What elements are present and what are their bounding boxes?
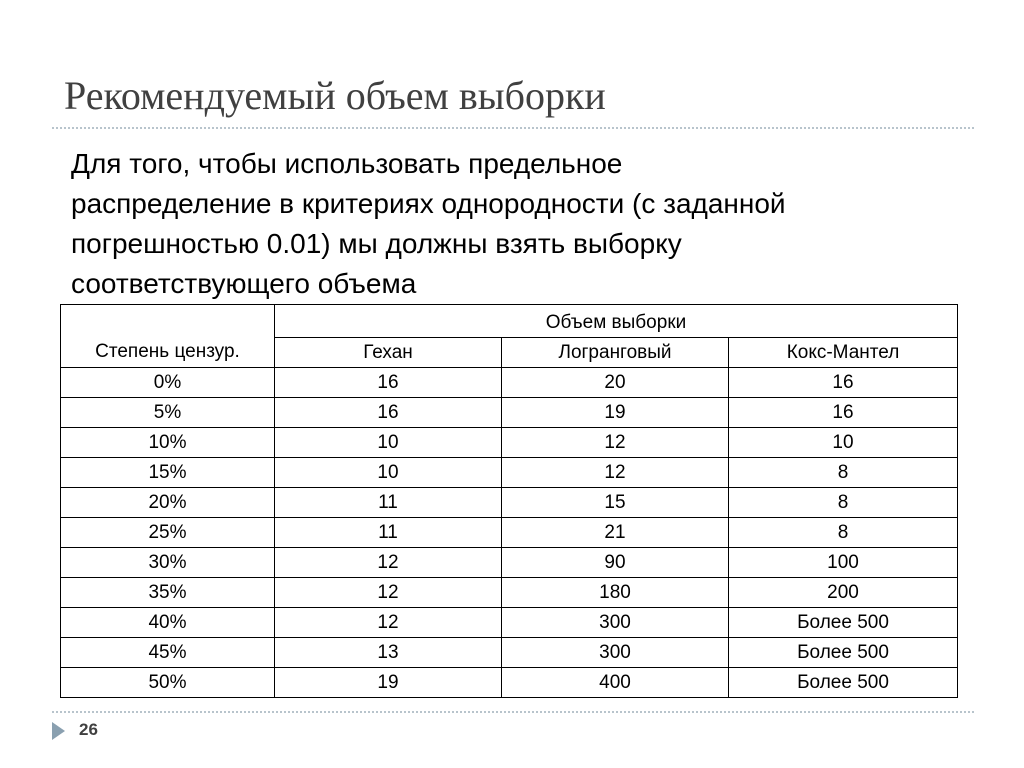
cox-mantel-cell: 100 [729, 548, 958, 578]
gehan-cell: 11 [275, 518, 502, 548]
table-row [61, 488, 958, 518]
cox-mantel-cell: 8 [729, 518, 958, 548]
censoring-degree-cell: 5% [61, 398, 275, 428]
page-number: 26 [79, 720, 98, 739]
gehan-cell: 10 [275, 458, 502, 488]
censoring-degree-cell: 45% [61, 638, 275, 668]
censoring-degree-cell: 35% [61, 578, 275, 608]
logrank-cell: 21 [502, 518, 729, 548]
cox-mantel-cell: 10 [729, 428, 958, 458]
table-header-row [61, 305, 958, 338]
body-text [71, 144, 971, 304]
logrank-cell: 300 [502, 608, 729, 638]
table-row [61, 428, 958, 458]
gehan-cell: 16 [275, 398, 502, 428]
censoring-degree-cell: 30% [61, 548, 275, 578]
body-line: погрешностью 0.01) мы должны взять выборку [71, 228, 682, 259]
footer-divider [52, 711, 974, 713]
logrank-cell: 400 [502, 668, 729, 698]
censoring-degree-cell: 20% [61, 488, 275, 518]
cox-mantel-cell: 8 [729, 458, 958, 488]
logrank-cell: 12 [502, 458, 729, 488]
column-header-logrank: Логранговый [502, 338, 729, 368]
gehan-cell: 11 [275, 488, 502, 518]
logrank-cell: 19 [502, 398, 729, 428]
cox-mantel-cell: 200 [729, 578, 958, 608]
censoring-degree-cell: 0% [61, 368, 275, 398]
slide-title: Рекомендуемый объем выборки [64, 73, 606, 118]
logrank-cell: 300 [502, 638, 729, 668]
censoring-degree-cell: 40% [61, 608, 275, 638]
table-row [61, 638, 958, 668]
gehan-cell: 10 [275, 428, 502, 458]
table-row [61, 368, 958, 398]
table-row [61, 608, 958, 638]
logrank-cell: 20 [502, 368, 729, 398]
title-divider [52, 127, 974, 129]
table-row [61, 458, 958, 488]
body-line: соответствующего объема [71, 268, 417, 299]
cox-mantel-cell: 8 [729, 488, 958, 518]
censoring-degree-cell: 15% [61, 458, 275, 488]
column-header-gehan: Гехан [275, 338, 502, 368]
logrank-cell: 12 [502, 428, 729, 458]
cox-mantel-cell: Более 500 [729, 638, 958, 668]
logrank-cell: 15 [502, 488, 729, 518]
gehan-cell: 16 [275, 368, 502, 398]
table-row [61, 398, 958, 428]
cox-mantel-cell: Более 500 [729, 668, 958, 698]
gehan-cell: 12 [275, 578, 502, 608]
censoring-degree-cell: 50% [61, 668, 275, 698]
sample-size-table [60, 304, 958, 698]
cox-mantel-cell: 16 [729, 398, 958, 428]
logrank-cell: 180 [502, 578, 729, 608]
logrank-cell: 90 [502, 548, 729, 578]
censoring-degree-cell: 10% [61, 428, 275, 458]
table-row [61, 548, 958, 578]
gehan-cell: 19 [275, 668, 502, 698]
body-line: Для того, чтобы использовать предельное [71, 148, 623, 179]
gehan-cell: 13 [275, 638, 502, 668]
gehan-cell: 12 [275, 548, 502, 578]
cox-mantel-cell: Более 500 [729, 608, 958, 638]
sample-size-header: Объем выборки [275, 305, 958, 338]
column-header-cox-mantel: Кокс-Мантел [729, 338, 958, 368]
table-row [61, 518, 958, 548]
cox-mantel-cell: 16 [729, 368, 958, 398]
triangle-bullet-icon [52, 722, 65, 740]
body-line: распределение в критериях однородности (с заданной [71, 188, 786, 219]
gehan-cell: 12 [275, 608, 502, 638]
censoring-degree-header: Степень цензур. [61, 305, 275, 368]
censoring-degree-cell: 25% [61, 518, 275, 548]
table-row [61, 668, 958, 698]
table-body [61, 305, 958, 698]
table-row [61, 578, 958, 608]
